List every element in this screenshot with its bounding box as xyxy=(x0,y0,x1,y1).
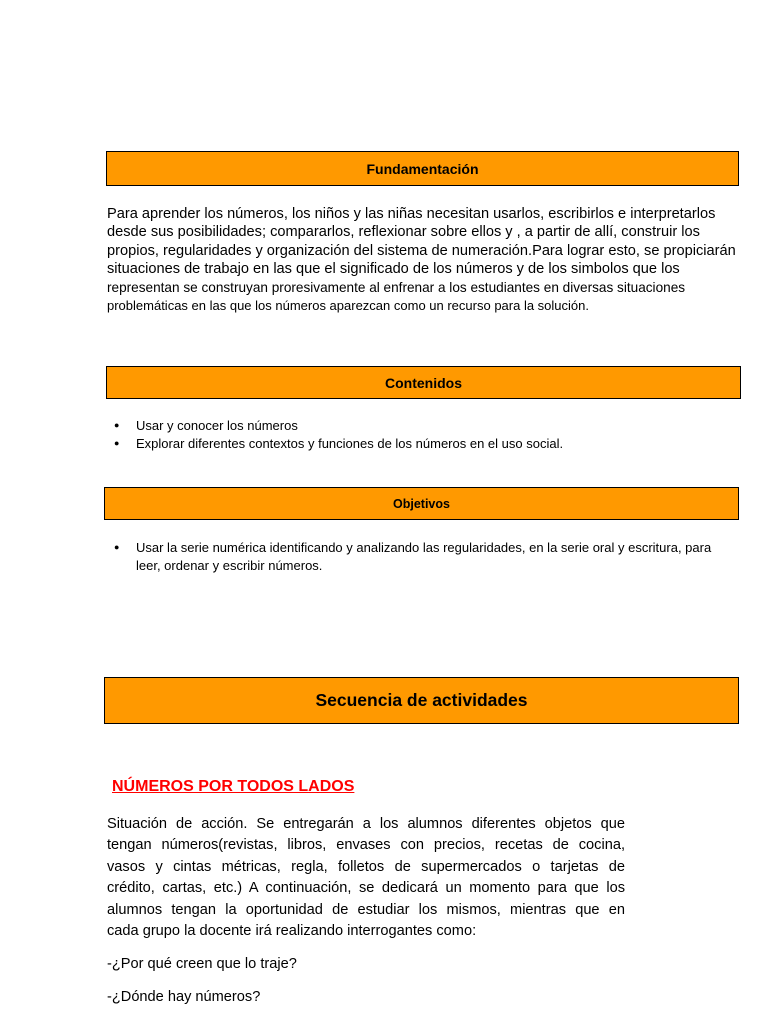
fundamentacion-paragraph xyxy=(107,205,767,315)
paragraph-line: tengan números(revistas, libros, envases con precios, recetas de cocina, xyxy=(107,837,625,854)
contenidos-title: Contenidos xyxy=(385,374,462,391)
activity-heading: NÚMEROS POR TODOS LADOS xyxy=(112,778,355,795)
objetivos-title: Objetivos xyxy=(393,496,450,511)
list-item-line: leer, ordenar y escribir números. xyxy=(136,557,323,573)
objetivos-header xyxy=(104,487,739,520)
paragraph-line: problemáticas en las que los números aparezcan como un recurso para la solución. xyxy=(107,298,589,314)
secuencia-title: Secuencia de actividades xyxy=(315,690,528,710)
fundamentacion-header xyxy=(106,151,739,186)
activity-paragraph xyxy=(107,814,625,942)
secuencia-header xyxy=(104,677,739,724)
paragraph-line: propios, regularidades y organización del sistema de numeración.Para lograr esto, se propiciarán xyxy=(107,242,736,259)
paragraph-line: representan se construyan proresivamente al enfrenar a los estudiantes en diversas situaciones xyxy=(107,279,686,295)
paragraph-line: desde sus posibilidades; compararlos, reflexionar sobre ellos y , a partir de allí, construir los xyxy=(107,224,700,241)
paragraph-line: Para aprender los números, los niños y las niñas necesitan usarlos, escribirlos e interpretarlos xyxy=(107,206,716,222)
objetivos-list xyxy=(108,539,758,574)
list-item-line: Usar la serie numérica identificando y analizando las regularidades, en la serie oral y escritura, para xyxy=(136,540,712,555)
paragraph-line: cada grupo la docente irá realizando interrogantes como: xyxy=(107,923,477,940)
list-item: ● Usar y conocer los números xyxy=(108,417,748,435)
list-item: ● Explorar diferentes contextos y funciones de los números en el uso social. xyxy=(108,435,748,453)
paragraph-line: Situación de acción. Se entregarán a los alumnos diferentes objetos que xyxy=(107,816,625,832)
paragraph-line: vasos y cintas métricas, regla, folletos de supermercados o tarjetas de xyxy=(107,858,625,875)
contenidos-header xyxy=(106,366,741,399)
paragraph-line: alumnos tengan la oportunidad de estudiar los mismos, mientras que en xyxy=(107,901,625,918)
contenidos-list xyxy=(108,417,748,452)
question-2: -¿Dónde hay números? xyxy=(107,989,261,1005)
list-item xyxy=(108,539,758,574)
fundamentacion-title: Fundamentación xyxy=(366,160,479,177)
paragraph-line: crédito, cartas, etc.) A continuación, se dedicará un momento para que los xyxy=(107,880,625,897)
question-1: -¿Por qué creen que lo traje? xyxy=(107,956,297,972)
paragraph-line: situaciones de trabajo en las que el significado de los números y de los simbolos que los xyxy=(107,261,680,278)
